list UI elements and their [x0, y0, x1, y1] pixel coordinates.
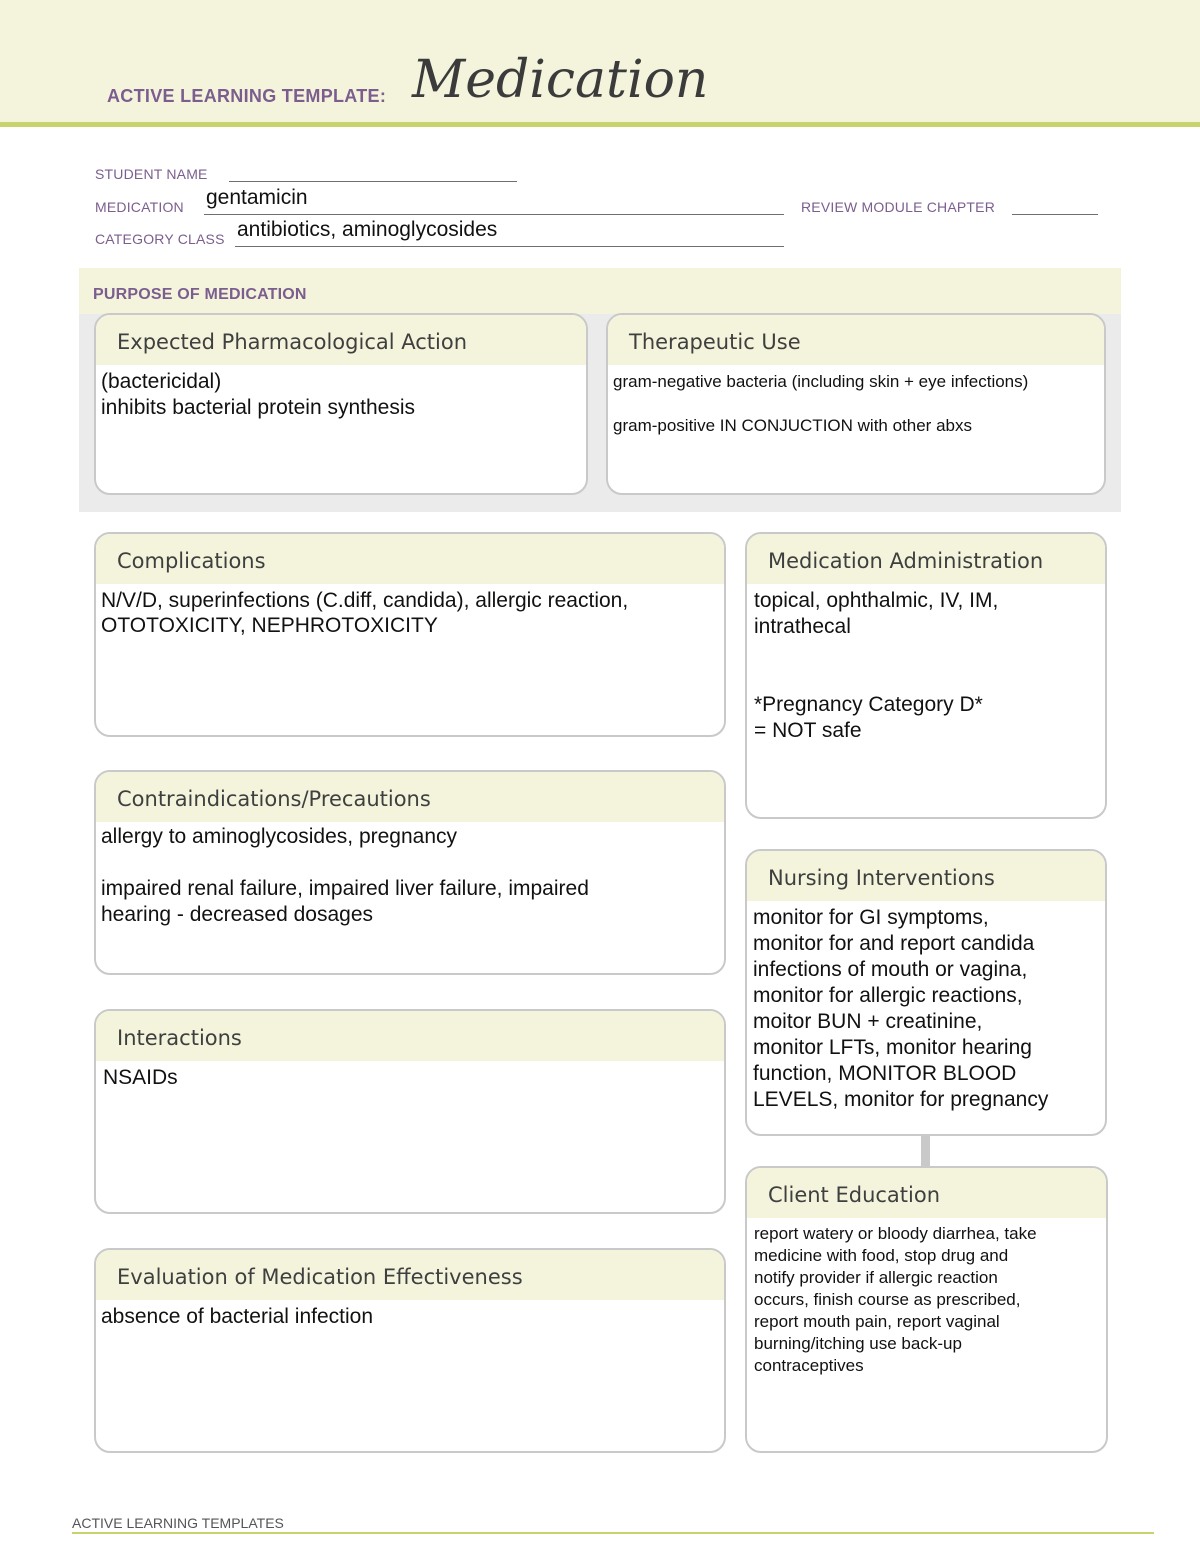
client-education-line: occurs, finish course as prescribed,: [754, 1290, 1021, 1309]
student-name-label: STUDENT NAME: [95, 166, 208, 182]
therapeutic-use-body[interactable]: [608, 365, 1104, 437]
client-education-line: contraceptives: [754, 1356, 864, 1375]
nursing-line: monitor for and report candida: [753, 932, 1035, 955]
administration-body[interactable]: [747, 584, 1105, 744]
evaluation-line: absence of bacterial infection: [101, 1305, 374, 1328]
interactions-box: [94, 1009, 726, 1214]
administration-title: Medication Administration: [747, 534, 1105, 584]
administration-line: intrathecal: [754, 615, 851, 638]
category-class-field[interactable]: antibiotics, aminoglycosides: [237, 218, 498, 241]
client-education-line: report mouth pain, report vaginal: [754, 1312, 1000, 1331]
category-class-line: [235, 246, 784, 247]
purpose-label: PURPOSE OF MEDICATION: [93, 286, 307, 303]
contraindications-line: allergy to aminoglycosides, pregnancy: [101, 825, 458, 848]
nursing-line: monitor LFTs, monitor hearing: [753, 1036, 1032, 1059]
contraindications-line: impaired renal failure, impaired liver failure, impaired: [101, 877, 589, 900]
complications-body[interactable]: [96, 584, 724, 638]
evaluation-body[interactable]: [96, 1300, 724, 1330]
box-connector: [921, 1135, 930, 1168]
expected-action-line: (bactericidal): [101, 370, 222, 393]
expected-action-body[interactable]: [96, 365, 586, 421]
complications-box: [94, 532, 726, 737]
expected-action-line: inhibits bacterial protein synthesis: [101, 396, 415, 419]
page-title: Medication: [412, 50, 709, 110]
therapeutic-use-line: gram-negative bacteria (including skin + eye infections): [613, 372, 1029, 391]
review-module-label: REVIEW MODULE CHAPTER: [801, 199, 995, 215]
expected-action-box: [94, 313, 588, 495]
interactions-line: NSAIDs: [103, 1066, 178, 1089]
review-module-line: [1012, 214, 1098, 215]
contraindications-box: [94, 770, 726, 975]
medication-line: [204, 214, 784, 215]
client-education-line: notify provider if allergic reaction: [754, 1268, 998, 1287]
interactions-body[interactable]: [96, 1061, 724, 1091]
category-class-label: CATEGORY CLASS: [95, 231, 225, 247]
pregnancy-line: *Pregnancy Category D*: [754, 693, 983, 716]
complications-title: Complications: [96, 534, 724, 584]
evaluation-box: [94, 1248, 726, 1453]
expected-action-title: Expected Pharmacological Action: [96, 315, 586, 365]
therapeutic-use-box: [606, 313, 1106, 495]
client-education-line: medicine with food, stop drug and: [754, 1246, 1009, 1265]
therapeutic-use-line: gram-positive IN CONJUCTION with other abxs: [613, 416, 972, 435]
interactions-title: Interactions: [96, 1011, 724, 1061]
client-education-line: burning/itching use back-up: [754, 1334, 962, 1353]
contraindications-body[interactable]: [96, 822, 724, 928]
pregnancy-line: = NOT safe: [754, 719, 862, 742]
complications-line: OTOTOXICITY, NEPHROTOXICITY: [101, 614, 438, 637]
nursing-line: monitor for allergic reactions,: [753, 984, 1023, 1007]
contraindications-line: hearing - decreased dosages: [101, 903, 374, 926]
student-name-line: [229, 181, 517, 182]
nursing-interventions-box: [745, 849, 1107, 1136]
header-rule: [0, 122, 1200, 127]
nursing-line: moitor BUN + creatinine,: [753, 1010, 983, 1033]
client-education-title: Client Education: [747, 1168, 1106, 1218]
administration-box: [745, 532, 1107, 819]
footer-rule: [72, 1532, 1154, 1534]
medication-label: MEDICATION: [95, 199, 184, 215]
nursing-line: monitor for GI symptoms,: [753, 906, 989, 929]
nursing-line: infections of mouth or vagina,: [753, 958, 1028, 981]
contraindications-title: Contraindications/Precautions: [96, 772, 724, 822]
complications-line: N/V/D, superinfections (C.diff, candida), allergic reaction,: [101, 589, 629, 612]
client-education-body[interactable]: [747, 1218, 1106, 1377]
client-education-line: report watery or bloody diarrhea, take: [754, 1224, 1037, 1243]
client-education-box: [745, 1166, 1108, 1453]
nursing-line: LEVELS, monitor for pregnancy: [753, 1088, 1049, 1111]
therapeutic-use-title: Therapeutic Use: [608, 315, 1104, 365]
footer-label: ACTIVE LEARNING TEMPLATES: [72, 1515, 284, 1531]
nursing-interventions-title: Nursing Interventions: [747, 851, 1105, 901]
evaluation-title: Evaluation of Medication Effectiveness: [96, 1250, 724, 1300]
nursing-interventions-body[interactable]: [747, 901, 1105, 1113]
template-label: ACTIVE LEARNING TEMPLATE:: [107, 86, 387, 106]
medication-field[interactable]: gentamicin: [206, 186, 308, 209]
nursing-line: function, MONITOR BLOOD: [753, 1062, 1017, 1085]
administration-line: topical, ophthalmic, IV, IM,: [754, 589, 999, 612]
